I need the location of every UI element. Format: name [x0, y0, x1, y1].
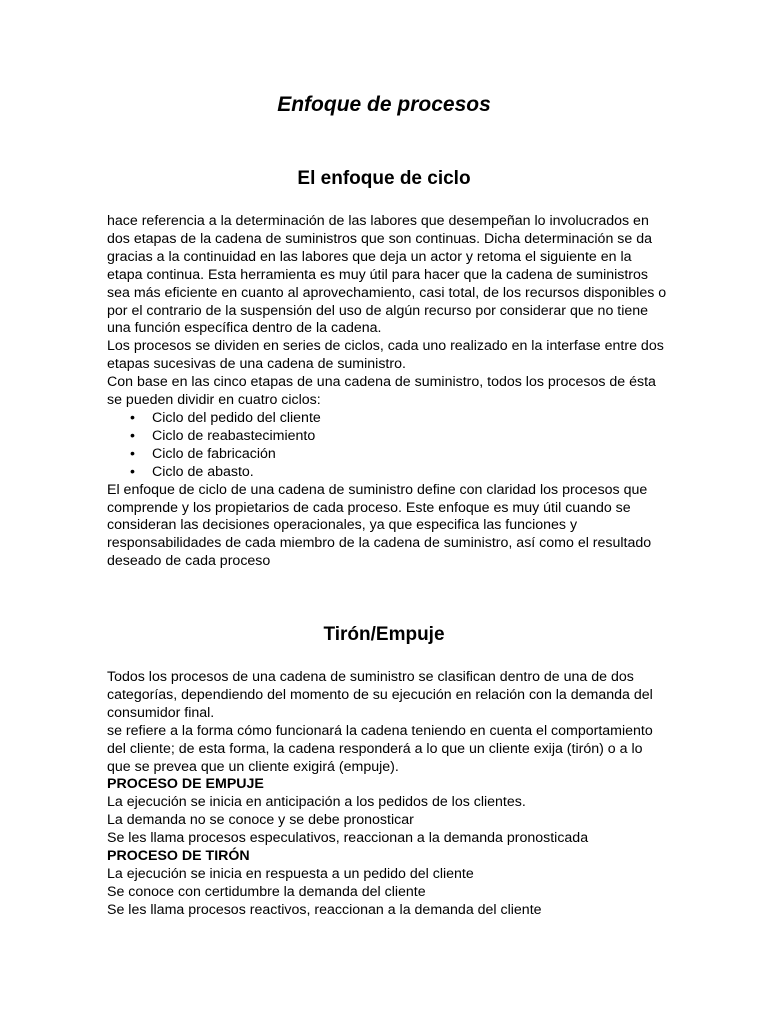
- document-title: Enfoque de procesos: [277, 93, 491, 116]
- text-line: Se les llama procesos especulativos, reaccionan a la demanda pronosticada: [107, 830, 589, 847]
- list-item: [107, 464, 667, 482]
- section-heading-ciclo: El enfoque de ciclo: [297, 168, 471, 189]
- paragraph: Los procesos se dividen en series de ciclos, cada uno realizado en la interfase entre dos etapas sucesivas de una cadena de suministro.: [107, 338, 664, 373]
- list-item: [107, 410, 667, 428]
- paragraph: El enfoque de ciclo de una cadena de suministro define con claridad los procesos que comprende y los propietarios de cada proceso. Este enfoque es muy útil cuando se consideran las decisiones operacionales, ya que especifica las funciones y responsabilidades de cada miembro de la cadena de suministro, así como el resultado deseado de cada proceso: [107, 481, 652, 570]
- text-line: Se les llama procesos reactivos, reaccionan a la demanda del cliente: [107, 901, 542, 918]
- text-line: La ejecución se inicia en anticipación a los pedidos de los clientes.: [107, 794, 526, 811]
- paragraph: se refiere a la forma cómo funcionará la cadena teniendo en cuenta el comportamiento del cliente; de esta forma, la cadena responderá a lo que un cliente exija (tirón) o a lo que se prevea que un cliente exigirá (empuje).: [107, 722, 653, 775]
- paragraph: hace referencia a la determinación de las labores que desempeñan lo involucrados en dos etapas de la cadena de suministros que son continuas. Dicha determinación se da gracias a la continuidad en las labores que deja un actor y retoma el siguiente en la etapa continua. Esta herramienta es muy útil para hacer que la cadena de suministros sea más eficiente en cuanto al aprovechamiento, casi total, de los recursos disponibles o por el contrario de la suspensión del uso de algún recurso por considerar que no tiene una función específica dentro de la cadena.: [107, 213, 667, 337]
- list-item-text: Ciclo de abasto.: [152, 463, 254, 480]
- list-item: [107, 446, 667, 464]
- push-process-heading: PROCESO DE EMPUJE: [107, 776, 264, 793]
- pull-process-heading: PROCESO DE TIRÓN: [107, 848, 250, 865]
- list-item-text: Ciclo de fabricación: [152, 445, 276, 462]
- section-heading-tiron-empuje: Tirón/Empuje: [323, 624, 445, 645]
- list-item: [107, 428, 667, 446]
- list-item-text: Ciclo de reabastecimiento: [152, 427, 316, 444]
- text-line: La ejecución se inicia en respuesta a un pedido del cliente: [107, 865, 474, 882]
- bullet-icon: •: [130, 409, 135, 426]
- paragraph: Todos los procesos de una cadena de suministro se clasifican dentro de una de dos categorías, dependiendo del momento de su ejecución en relación con la demanda del consumidor final.: [107, 669, 653, 721]
- section-body-tiron-empuje: [107, 669, 667, 920]
- list-item-text: Ciclo del pedido del cliente: [152, 409, 321, 426]
- text-line: Se conoce con certidumbre la demanda del cliente: [107, 883, 426, 900]
- text-line: La demanda no se conoce y se debe pronosticar: [107, 812, 414, 829]
- section-body-ciclo: [107, 213, 667, 571]
- bullet-icon: •: [130, 463, 135, 480]
- bullet-icon: •: [130, 445, 135, 462]
- paragraph: Con base en las cinco etapas de una cadena de suministro, todos los procesos de ésta se pueden dividir en cuatro ciclos:: [107, 374, 656, 409]
- bullet-icon: •: [130, 427, 135, 444]
- bullet-list: [107, 410, 667, 482]
